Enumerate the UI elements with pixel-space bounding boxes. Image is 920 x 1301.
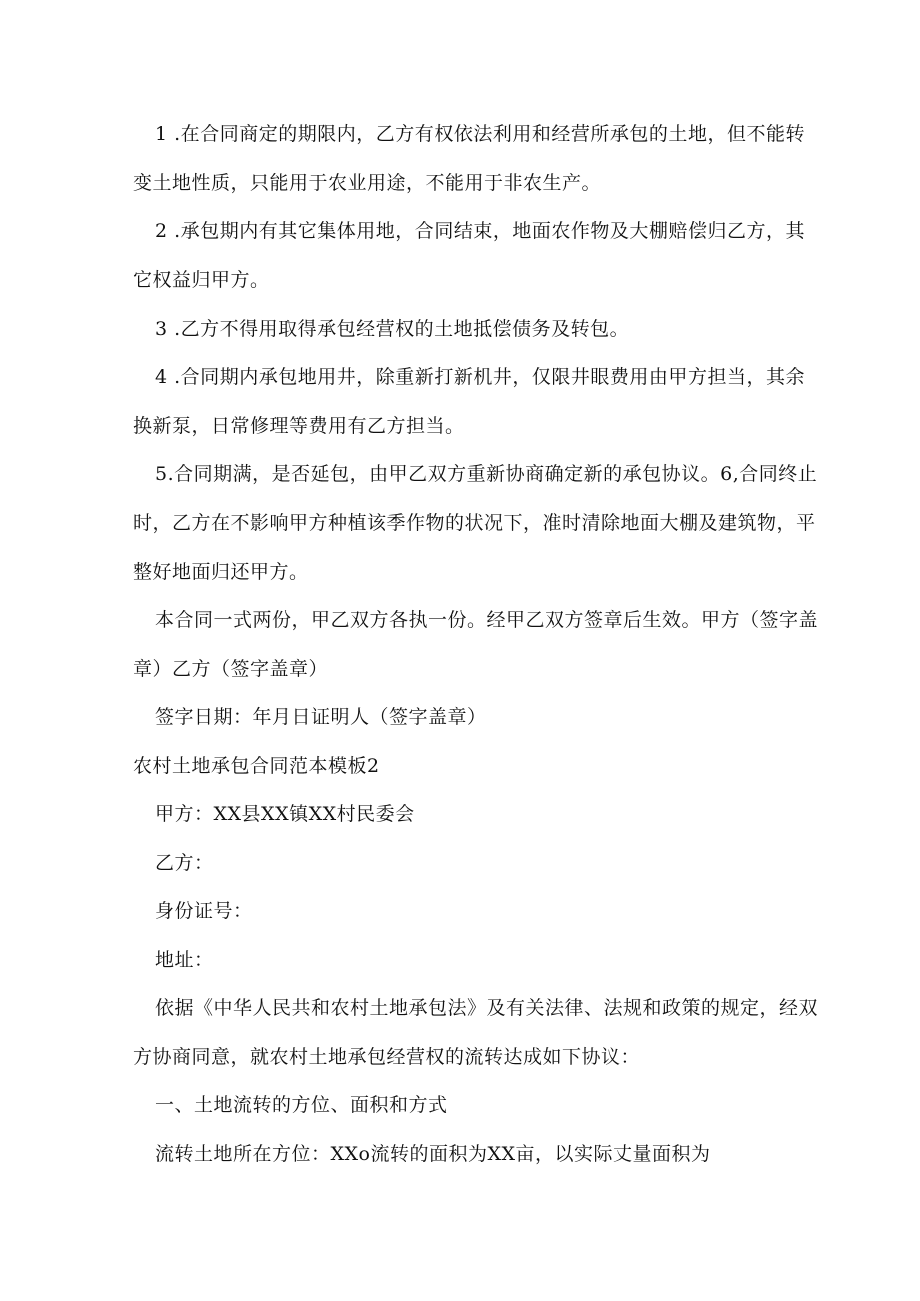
clause-2-line-1: 2 .承包期内有其它集体用地，合同结束，地面农作物及大棚赔偿归乙方，其 [155,220,805,242]
section-title: 农村土地承包合同范本模板2 [133,755,380,777]
heading-one: 一、土地流转的方位、面积和方式 [155,1094,448,1116]
clause-5-6-line-1: 5.合同期满，是否延包，由甲乙双方重新协商确定新的承包协议。6,合同终止 [155,463,818,485]
basis-line-2: 方协商同意，就农村土地承包经营权的流转达成如下协议： [133,1046,641,1068]
id-number: 身份证号： [155,900,253,922]
party-a: 甲方：XX县XX镇XX村民委会 [155,803,415,825]
clause-4-line-2: 换新泵，日常修理等费用有乙方担当。 [133,415,465,437]
basis-line-1: 依据《中华人民共和农村土地承包法》及有关法律、法规和政策的规定，经双 [155,997,819,1019]
clause-1-line-2: 变土地性质，只能用于农业用途，不能用于非农生产。 [133,172,602,194]
clause-2-line-2: 它权益归甲方。 [133,269,270,291]
copies-line-1: 本合同一式两份，甲乙双方各执一份。经甲乙双方签章后生效。甲方（签字盖 [155,609,819,631]
clause-1-line-1: 1 .在合同商定的期限内，乙方有权依法利用和经营所承包的土地，但不能转 [155,123,805,145]
clause-5-6-line-3: 整好地面归还甲方。 [133,561,309,583]
clause-3: 3 .乙方不得用取得承包经营权的土地抵偿债务及转包。 [155,318,630,340]
address: 地址： [155,949,214,971]
clause-4-line-1: 4 .合同期内承包地用井，除重新打新机井，仅限井眼费用由甲方担当，其余 [155,366,805,388]
land-location: 流转土地所在方位：XXo流转的面积为XX亩，以实际丈量面积为 [155,1143,711,1165]
signature-date: 签字日期：年月日证明人（签字盖章） [155,706,487,728]
copies-line-2: 章）乙方（签字盖章） [133,658,329,680]
clause-5-6-line-2: 时，乙方在不影响甲方种植该季作物的状况下，准时清除地面大棚及建筑物，平 [133,512,816,534]
party-b: 乙方： [155,852,214,874]
